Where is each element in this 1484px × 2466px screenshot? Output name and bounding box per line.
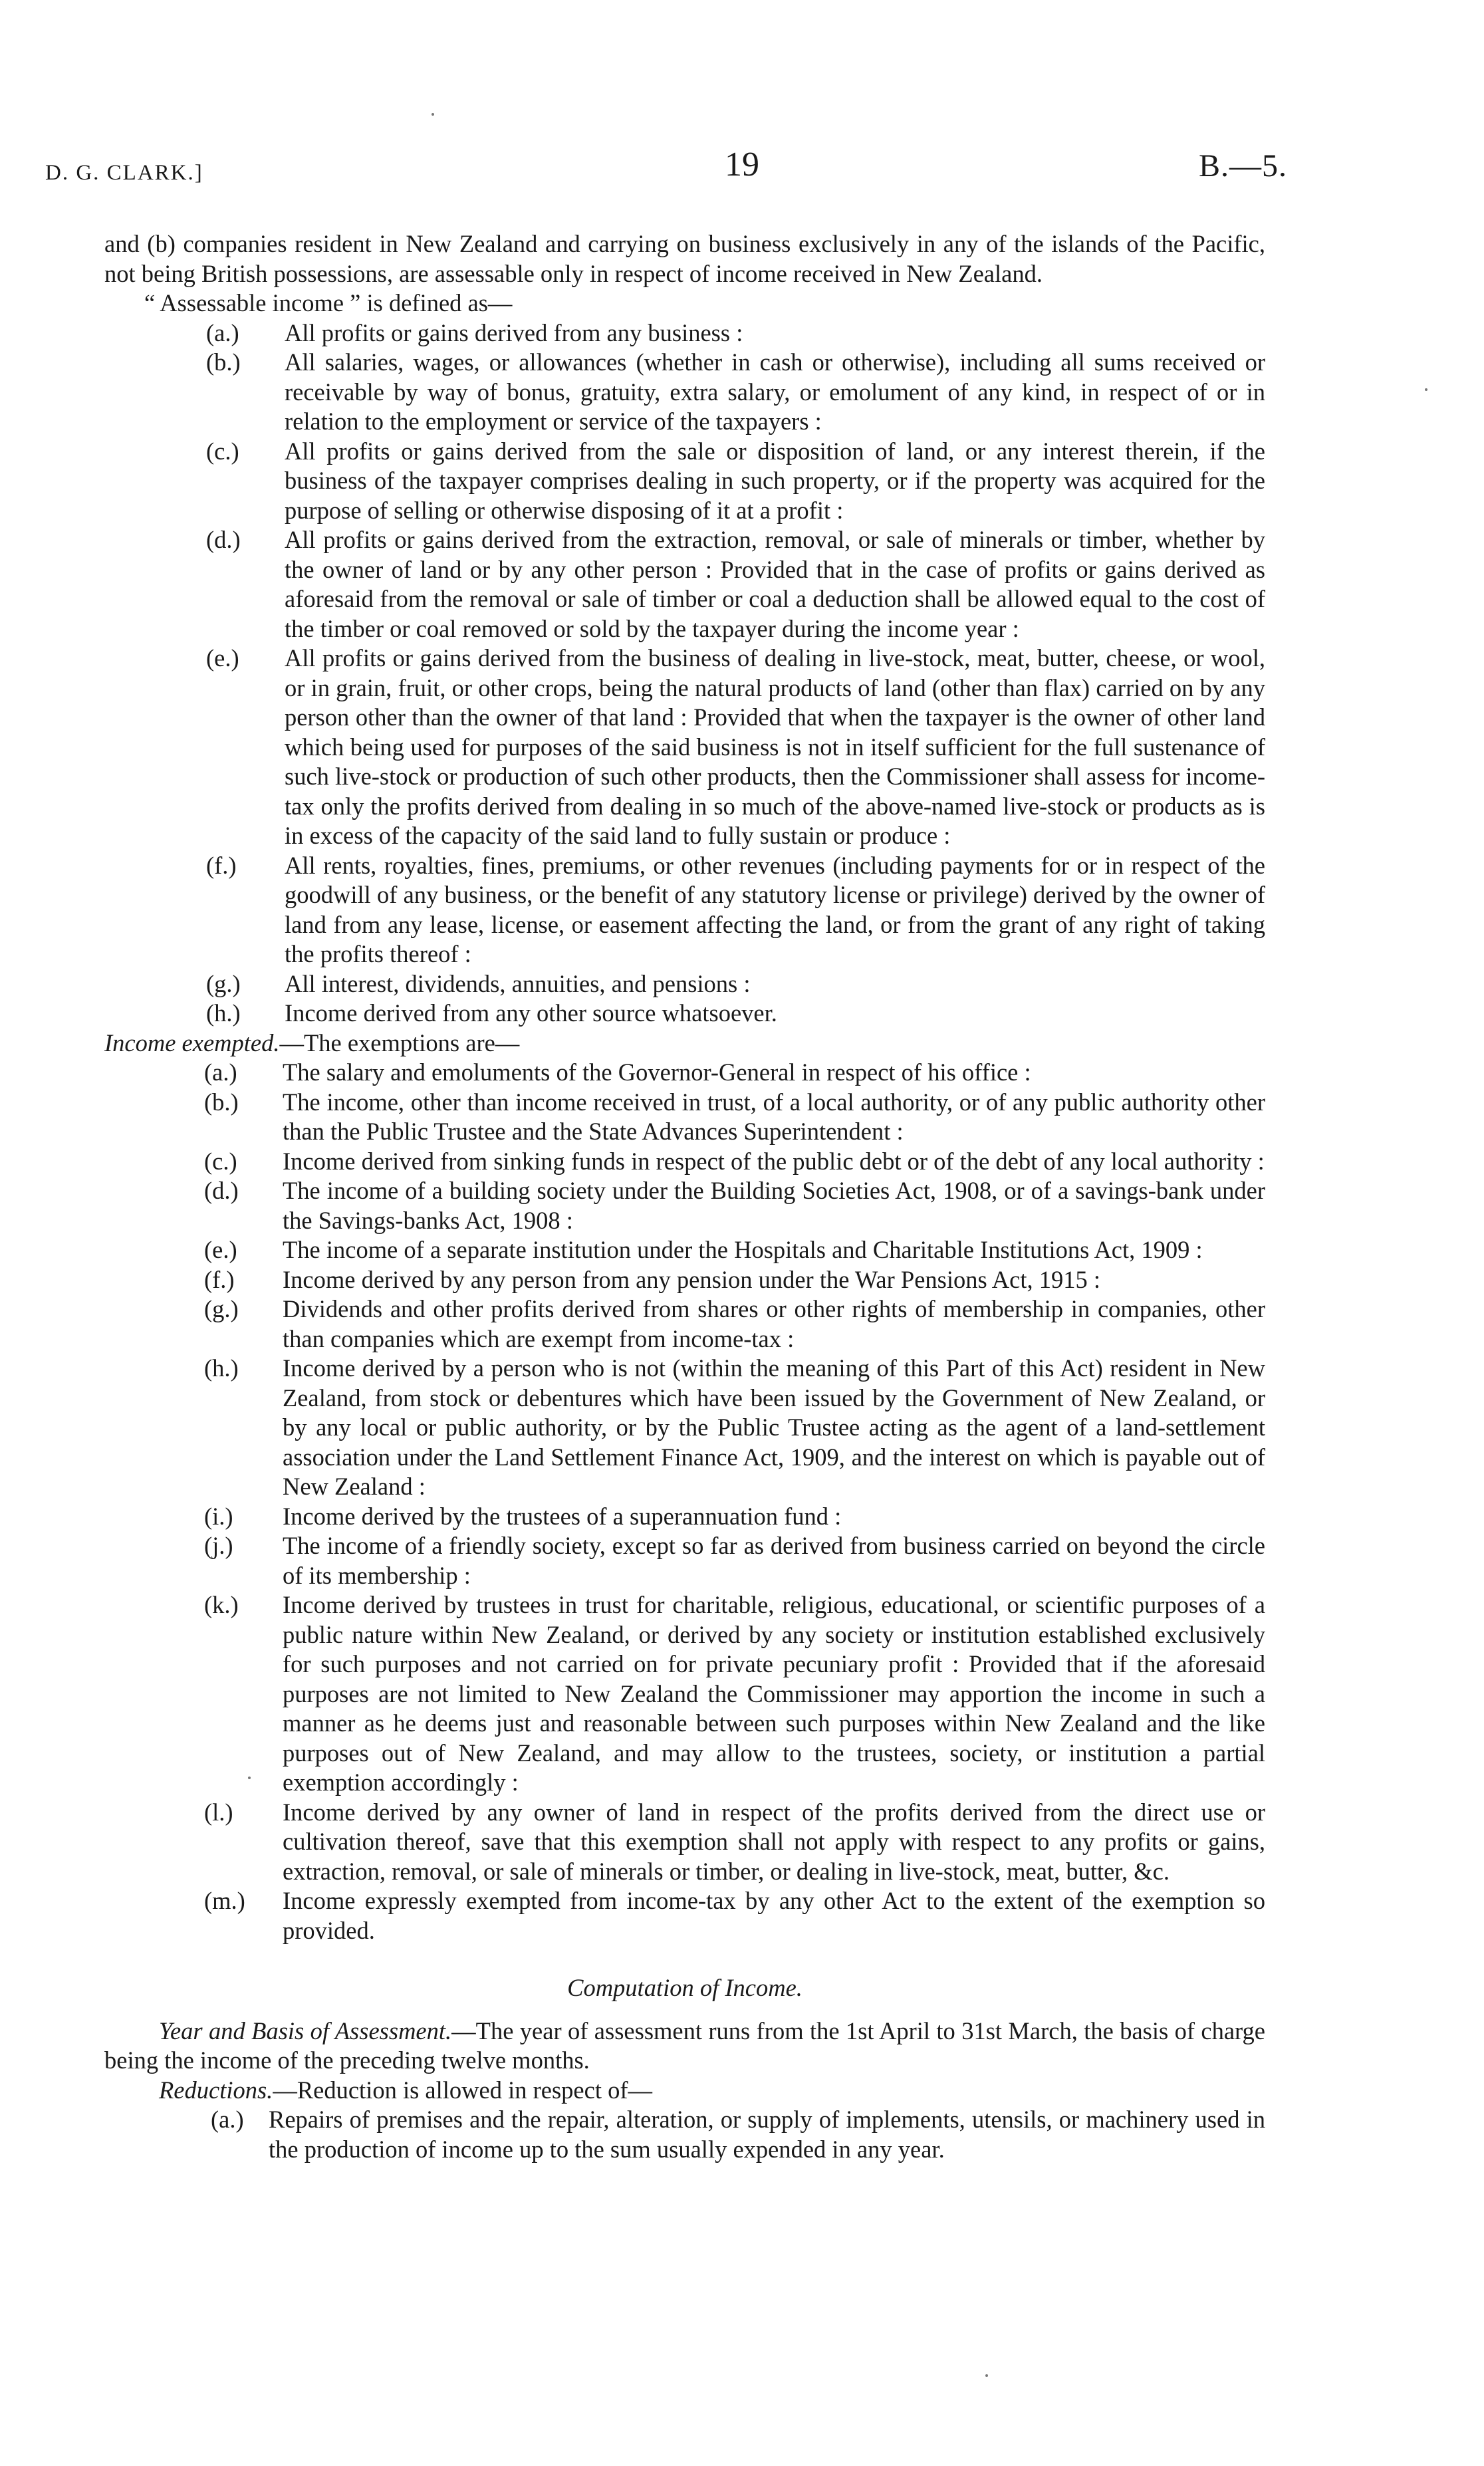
- list-item: (h.) Income derived from any other source whatsoever.: [206, 999, 777, 1027]
- list-item: (f.) Income derived by any person from any pension under the War Pensions Act, 1915 :: [204, 1265, 1101, 1293]
- body-text: [104, 229, 1265, 2164]
- page-header: [0, 146, 1484, 198]
- list-item: (i.) Income derived by the trustees of a superannuation fund :: [204, 1502, 842, 1530]
- list-item: (m.) Income expressly exempted from income-tax by any other Act to the extent of the exemption so provided.: [204, 1887, 1265, 1944]
- document-code: B.—5.: [1198, 148, 1287, 184]
- list-item: (a.) The salary and emoluments of the Governor-General in respect of his office :: [204, 1058, 1031, 1086]
- page-number: 19: [725, 146, 759, 184]
- header-author: D. G. CLARK.]: [45, 161, 203, 185]
- exempted-heading: Income exempted.—The exemptions are—: [104, 1029, 520, 1056]
- list-item: (f.) All rents, royalties, fines, premiums, or other revenues (including payments for or in respect of the goodwill of any business, or the benefit of any statutory license or privilege) derived by the owner of land from any lease, license, or easement affecting the land, or from the grant of any right of taking the profits thereof :: [206, 851, 1265, 967]
- scan-speck: [432, 113, 434, 116]
- assessable-list: [104, 318, 1265, 1029]
- list-item: (c.) All profits or gains derived from the sale or disposition of land, or any interest therein, if the business of the taxpayer comprises dealing in such property, or if the property was acquired for the purpose of selling or otherwise disposing of it at a profit :: [206, 437, 1265, 524]
- year-basis-paragraph: Year and Basis of Assessment.—The year of assessment runs from the 1st April to 31st March, the basis of charge being the income of the preceding twelve months.: [104, 2017, 1265, 2074]
- list-item: (g.) Dividends and other profits derived from shares or other rights of membership in companies, other than companies which are exempt from income-tax :: [204, 1295, 1265, 1352]
- exempted-list: [104, 1058, 1265, 1945]
- reductions-list: [104, 2105, 1265, 2164]
- scan-speck: [1425, 388, 1427, 391]
- list-item: (b.) The income, other than income received in trust, of a local authority, or of any public authority other than the Public Trustee and the State Advances Superintendent :: [204, 1088, 1265, 1145]
- list-item: (j.) The income of a friendly society, except so far as derived from business carried on beyond the circle of its membership :: [204, 1532, 1265, 1589]
- list-item: (g.) All interest, dividends, annuities, and pensions :: [206, 969, 751, 997]
- list-item: (d.) All profits or gains derived from the extraction, removal, or sale of minerals or timber, whether by the owner of land or by any other person : Provided that in the case of profits or gains derived as aforesaid from the removal or sale of timber or coal a deduction shall be allowed equal to the cost of the timber or coal removed or sold by the taxpayer during the income year :: [206, 526, 1265, 642]
- section-heading-computation: Computation of Income.: [567, 1974, 803, 2001]
- list-item: (e.) All profits or gains derived from the business of dealing in live-stock, meat, butter, cheese, or wool, or in grain, fruit, or other crops, being the natural products of land (other than flax) carried on by any person other than the owner of that land : Provided that when the taxpayer is the owner of other land which being used for purposes of the said business is not in itself sufficient for the full sustenance of such live-stock or production of such other products, then the Commissioner shall assess for income-tax only the profits derived from dealing in so much of the above-named live-stock or products as is in excess of the capacity of the said land to fully sustain or produce :: [206, 644, 1265, 849]
- list-item: (h.) Income derived by a person who is not (within the meaning of this Part of this Act) resident in New Zealand, from stock or debentures which have been issued by the Government of New Zealand, or by any local or public authority, or by the Public Trustee acting as the agent of a land-settlement association under the Land Settlement Finance Act, 1909, and the interest on which is payable out of New Zealand :: [204, 1354, 1265, 1500]
- intro-paragraph: and (b) companies resident in New Zealand and carrying on business exclusively in any of the islands of the Pacific, not being British possessions, are assessable only in respect of income received in New Zealand.: [104, 230, 1265, 287]
- list-item: (a.) All profits or gains derived from any business :: [206, 318, 743, 346]
- scan-speck: [248, 1777, 251, 1779]
- list-item: (e.) The income of a separate institution under the Hospitals and Charitable Institutions Act, 1909 :: [204, 1236, 1203, 1263]
- reductions-heading: Reductions.—Reduction is allowed in respect of—: [159, 2076, 652, 2104]
- scan-speck: [985, 2374, 988, 2377]
- list-item: (d.) The income of a building society under the Building Societies Act, 1908, or of a savings-bank under the Savings-banks Act, 1908 :: [204, 1177, 1265, 1234]
- list-item: (b.) All salaries, wages, or allowances (whether in cash or otherwise), including all sums received or receivable by way of bonus, gratuity, extra salary, or emolument of any kind, in respect of or in relation to the employment or service of the taxpayers :: [206, 348, 1265, 435]
- list-item: (l.) Income derived by any owner of land in respect of the profits derived from the direct use or cultivation thereof, save that this exemption shall not apply with respect to any profits or gains, extraction, removal, or sale of minerals or timber, or dealing in live-stock, meat, butter, &c.: [204, 1798, 1265, 1885]
- assessable-heading: “ Assessable income ” is defined as—: [144, 289, 513, 316]
- list-item: (c.) Income derived from sinking funds in respect of the public debt or of the debt of any local authority :: [204, 1147, 1265, 1175]
- list-item: (a.) Repairs of premises and the repair, alteration, or supply of implements, utensils, or machinery used in the production of income up to the sum usually expended in any year.: [211, 2106, 1265, 2163]
- list-item: (k.) Income derived by trustees in trust for charitable, religious, educational, or scientific purposes of a public nature within New Zealand, or derived by any society or institution established exclusively for such purposes and not carried on for private pecuniary profit : Provided that if the aforesaid purposes are not limited to New Zealand the Commissioner may apportion the income in such a manner as he deems just and reasonable between such purposes within New Zealand and the like purposes out of New Zealand, and may allow to the trustees, society, or institution a partial exemption accordingly :: [204, 1591, 1265, 1796]
